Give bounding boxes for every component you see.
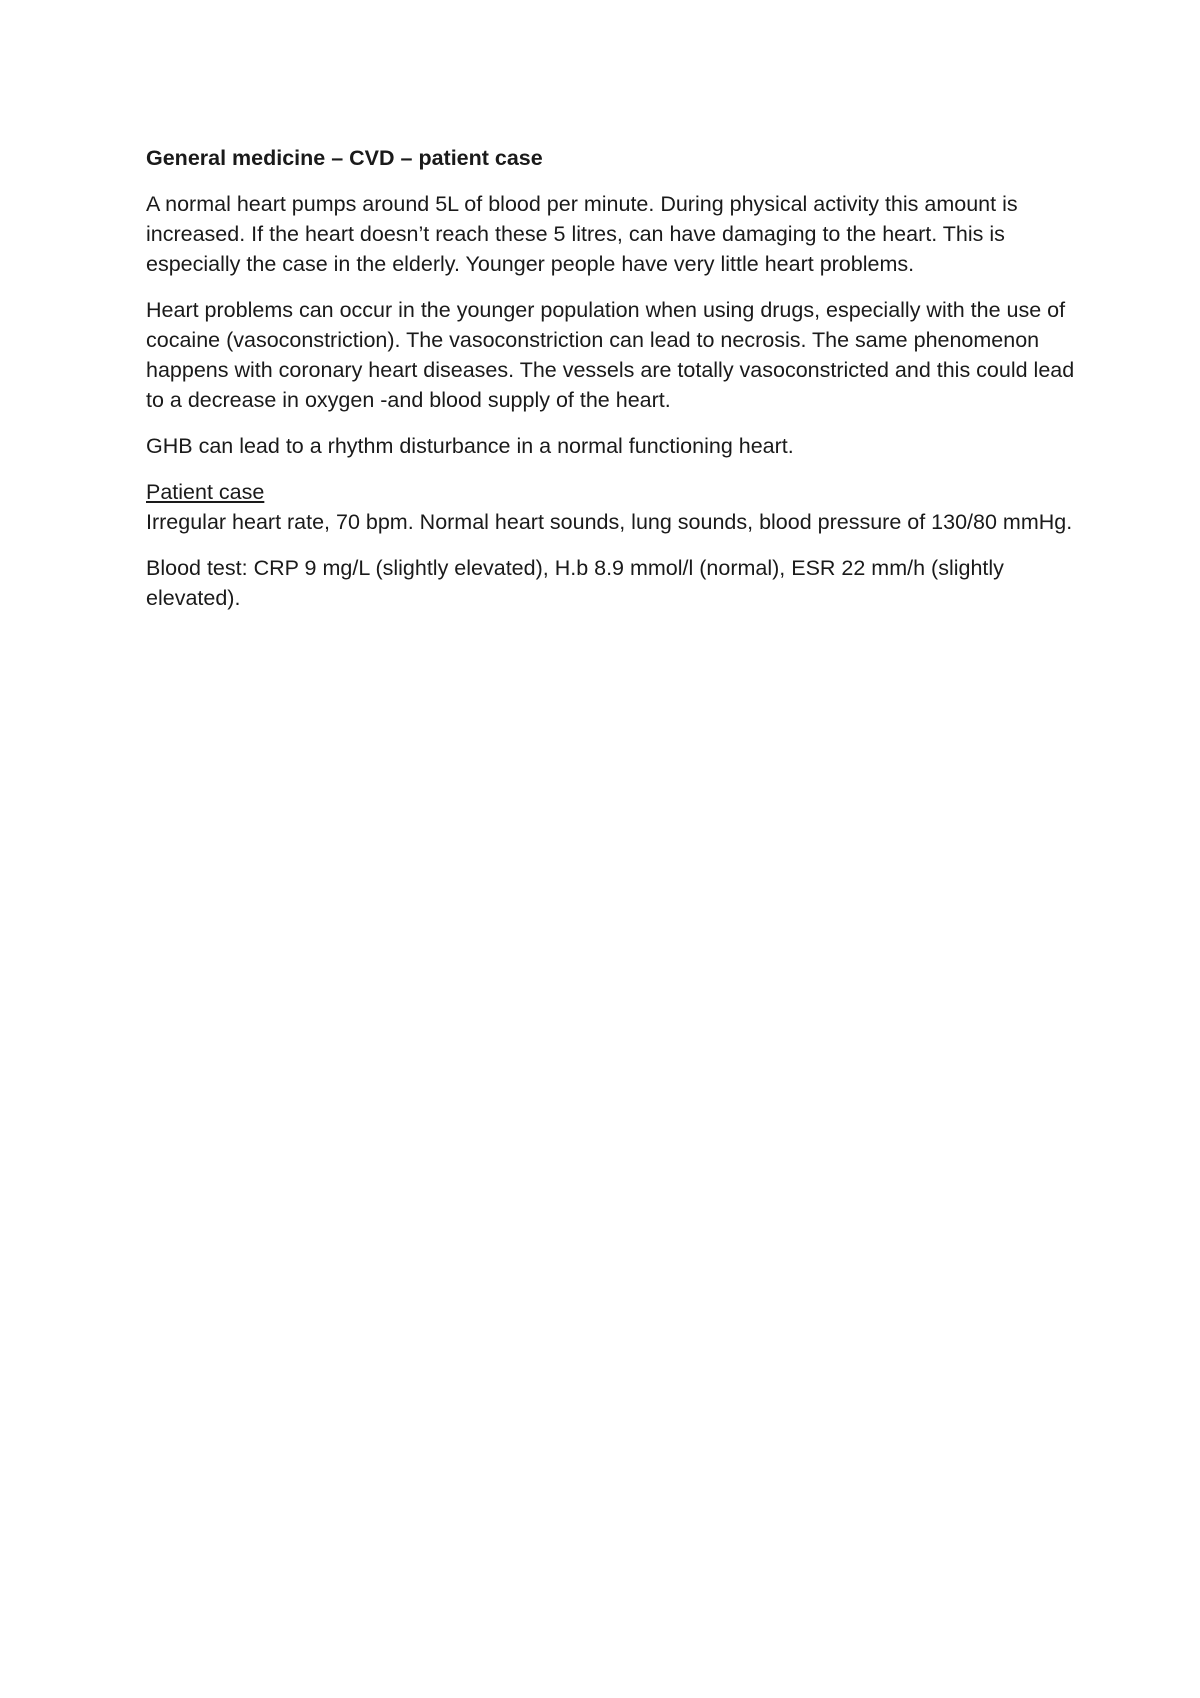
paragraph-drugs: Heart problems can occur in the younger population when using drugs, especially with the use of cocaine (vasoconstriction). The vasoconstriction can lead to necrosis. The same phenomenon happens with coronary heart diseases. The vessels are totally vasoconstricted and this could lead to a decrease in oxygen -and blood supply of the heart.	[146, 298, 1075, 412]
patient-case-heading: Patient case	[146, 480, 265, 504]
paragraph-ghb: GHB can lead to a rhythm disturbance in a normal functioning heart.	[146, 434, 794, 458]
document-body	[146, 143, 1076, 629]
patient-case-findings: Irregular heart rate, 70 bpm. Normal heart sounds, lung sounds, blood pressure of 130/80 mmHg.	[146, 510, 1073, 534]
document-title: General medicine – CVD – patient case	[146, 146, 543, 170]
paragraph-cardiac-output: A normal heart pumps around 5L of blood per minute. During physical activity this amount is increased. If the heart doesn’t reach these 5 litres, can have damaging to the heart. This is especially the case in the elderly. Younger people have very little heart problems.	[146, 192, 1018, 276]
patient-case-blood-test: Blood test: CRP 9 mg/L (slightly elevated), H.b 8.9 mmol/l (normal), ESR 22 mm/h (slightly elevated).	[146, 556, 1004, 610]
